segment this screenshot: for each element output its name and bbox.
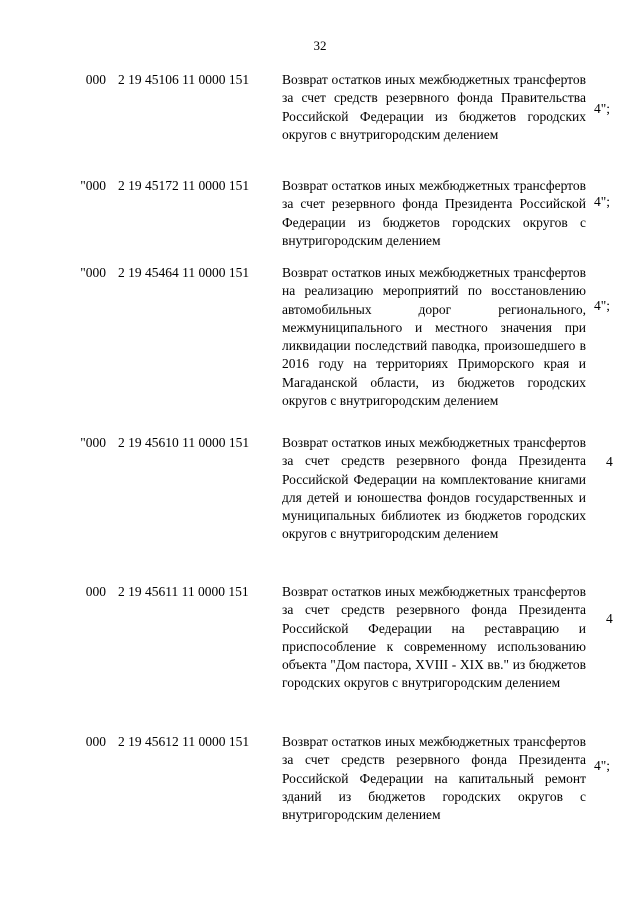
distribution-norm: 4: [606, 611, 613, 626]
budget-classification-code: 2 19 45610 11 0000 151: [118, 435, 250, 450]
income-description: Возврат остатков иных межбюджетных трансфертов за счет средств резервного фонда Правительства Российской Федерации из бюджетов городских округов с внутригородским делением: [282, 72, 586, 142]
income-description: Возврат остатков иных межбюджетных трансфертов на реализацию мероприятий по восстановлению автомобильных дорог регионального, межмуниципального и местного значения при ликвидации последствий паводка, произошедшего в 2016 году на территориях Приморского края и Магаданской области, из бюджетов городских округов с внутригородским делением: [282, 265, 586, 409]
budget-classification-code: 2 19 45611 11 0000 151: [118, 584, 249, 599]
budget-classification-code: 2 19 45612 11 0000 151: [118, 734, 250, 749]
admin-code: 000: [85, 584, 106, 599]
distribution-norm: 4: [606, 454, 613, 469]
income-description: Возврат остатков иных межбюджетных трансфертов за счет средств резервного фонда Президента Российской Федерации на комплектование книгами для детей и юношества фондов государственных и муниципальных библиотек из бюджетов городских округов с внутригородским делением: [282, 435, 586, 542]
page-number: 32: [313, 38, 327, 53]
income-description: Возврат остатков иных межбюджетных трансфертов за счет резервного фонда Президента Российской Федерации из бюджетов городских округов с внутригородским делением: [282, 178, 586, 248]
budget-classification-code: 2 19 45172 11 0000 151: [118, 178, 250, 193]
admin-code: 000: [85, 72, 106, 87]
distribution-norm: 4";: [594, 101, 611, 116]
admin-code: "000: [80, 435, 106, 450]
admin-code: "000: [80, 178, 106, 193]
budget-classification-code: 2 19 45464 11 0000 151: [118, 265, 250, 280]
admin-code: "000: [80, 265, 106, 280]
distribution-norm: 4";: [594, 194, 611, 209]
income-description: Возврат остатков иных межбюджетных трансфертов за счет средств резервного фонда Президента Российской Федерации на капитальный ремонт зданий из бюджетов городских округов с внутригородским делением: [282, 734, 586, 823]
budget-classification-code: 2 19 45106 11 0000 151: [118, 72, 250, 87]
admin-code: 000: [85, 734, 106, 749]
distribution-norm: 4";: [594, 298, 611, 313]
income-description: Возврат остатков иных межбюджетных трансфертов за счет средств резервного фонда Президента Российской Федерации на реставрацию и приспособление к современному использованию объекта "Дом пастора, XVIII - XIX вв." из бюджетов городских округов с внутригородским делением: [282, 584, 586, 691]
distribution-norm: 4";: [594, 758, 611, 773]
